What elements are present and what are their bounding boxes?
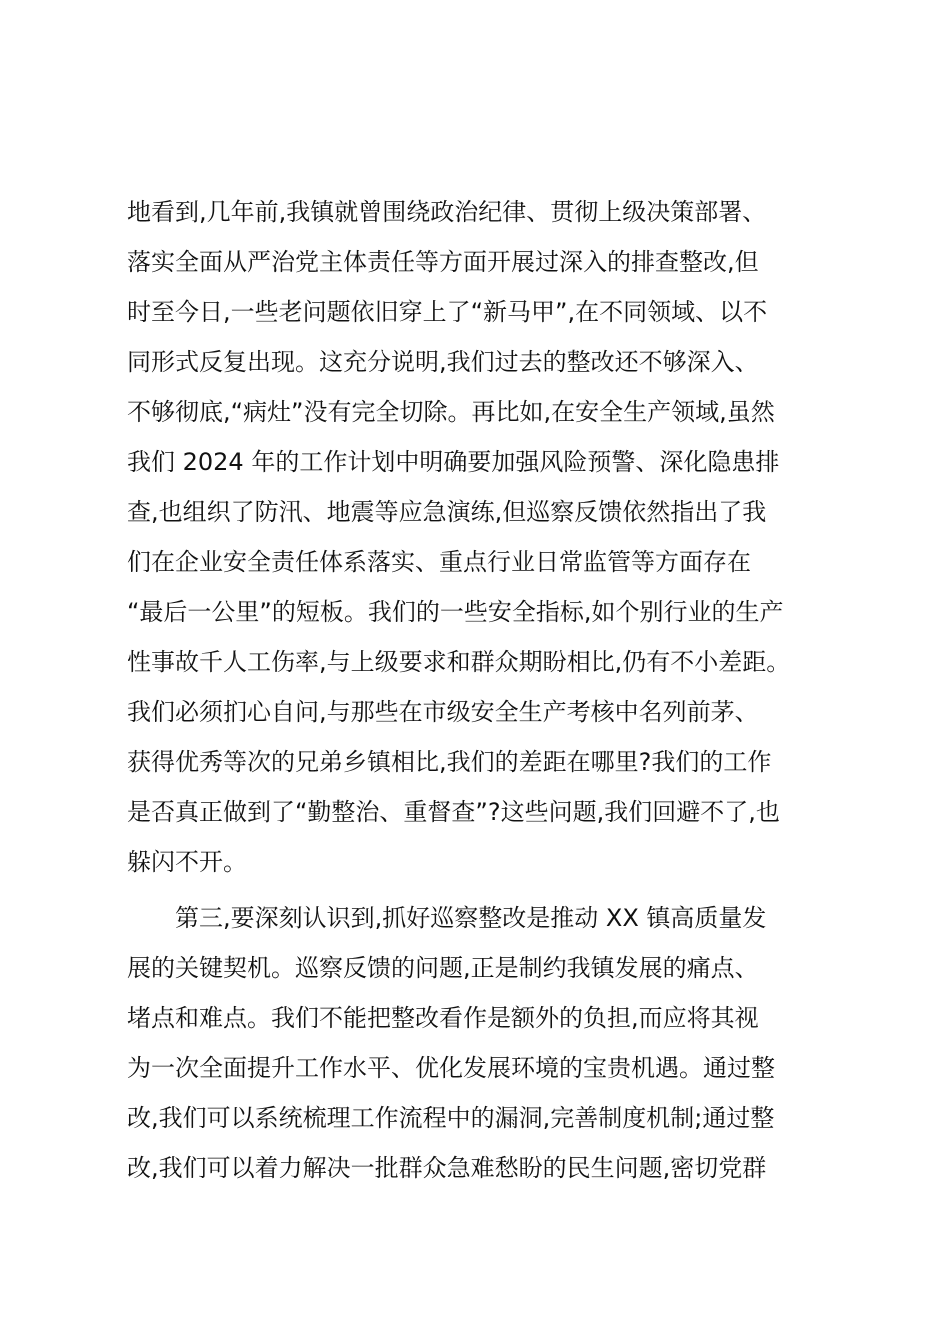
text-line: 躲闪不开。 [127, 848, 247, 876]
text-line: 落实全面从严治党主体责任等方面开展过深入的排查整改,但 [127, 248, 759, 276]
text-line: 展的关键契机。巡察反馈的问题,正是制约我镇发展的痛点、 [127, 954, 759, 982]
text-line: 为一次全面提升工作水平、优化发展环境的宝贵机遇。通过整 [127, 1054, 775, 1082]
text-line: 我们 2024 年的工作计划中明确要加强风险预警、深化隐患排 [127, 448, 780, 476]
text-line: 查,也组织了防汛、地震等应急演练,但巡察反馈依然指出了我 [127, 498, 767, 526]
text-line: 第三,要深刻认识到,抓好巡察整改是推动 XX 镇高质量发 [175, 904, 767, 932]
text-line: 获得优秀等次的兄弟乡镇相比,我们的差距在哪里?我们的工作 [127, 748, 772, 776]
text-line: 改,我们可以系统梳理工作流程中的漏洞,完善制度机制;通过整 [127, 1104, 775, 1132]
text-line: 同形式反复出现。这充分说明,我们过去的整改还不够深入、 [127, 348, 759, 376]
text-line: 不够彻底,“病灶”没有完全切除。再比如,在安全生产领域,虽然 [127, 398, 775, 426]
text-line: 改,我们可以着力解决一批群众急难愁盼的民生问题,密切党群 [127, 1154, 767, 1182]
text-line: 是否真正做到了“勤整治、重督查”?这些问题,我们回避不了,也 [127, 798, 780, 826]
text-line: 性事故千人工伤率,与上级要求和群众期盼相比,仍有不小差距。 [127, 648, 791, 676]
text-line: 堵点和难点。我们不能把整改看作是额外的负担,而应将其视 [127, 1004, 759, 1032]
text-line: 我们必须扪心自问,与那些在市级安全生产考核中名列前茅、 [127, 698, 759, 726]
text-line: 地看到,几年前,我镇就曾围绕政治纪律、贯彻上级决策部署、 [127, 198, 767, 226]
text-line: “最后一公里”的短板。我们的一些安全指标,如个别行业的生产 [127, 598, 784, 626]
text-line: 们在企业安全责任体系落实、重点行业日常监管等方面存在 [127, 548, 751, 576]
text-line: 时至今日,一些老问题依旧穿上了“新马甲”,在不同领域、以不 [127, 298, 768, 326]
